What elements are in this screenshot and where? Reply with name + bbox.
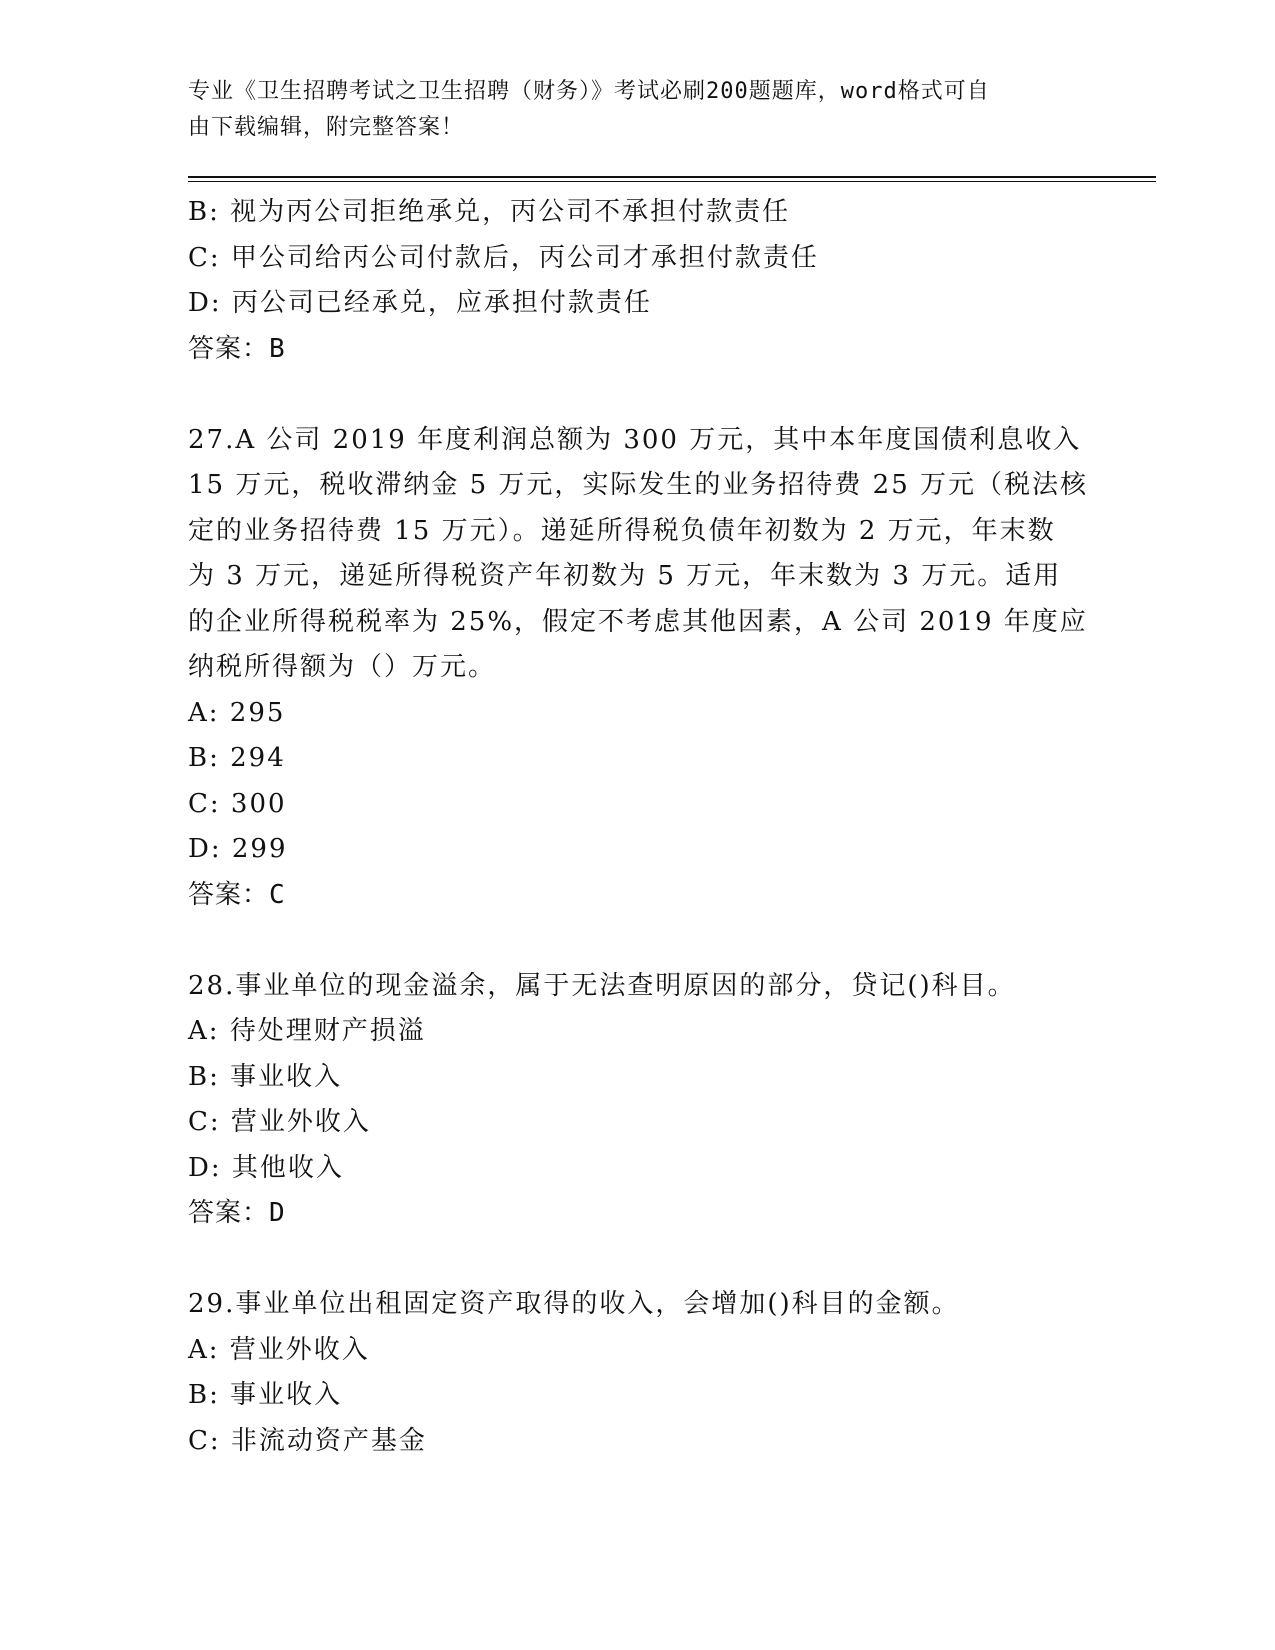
- question-26: [188, 190, 1088, 372]
- option-b: B: 294: [188, 743, 286, 773]
- question-29: [188, 1282, 1088, 1464]
- document-header: [188, 74, 1088, 146]
- answer: 答案：C: [188, 879, 286, 910]
- option-d: D: 299: [188, 834, 288, 864]
- header-rule-thick: [188, 176, 1156, 178]
- option-a: A: 营业外收入: [188, 1334, 370, 1365]
- option-d: D: 其他收入: [188, 1152, 344, 1183]
- answer: 答案：B: [188, 333, 286, 364]
- question-stem: 28.事业单位的现金溢余，属于无法查明原因的部分，贷记()科目。: [188, 970, 1016, 1001]
- option-c: C: 300: [188, 788, 287, 819]
- question-stem-line: 的企业所得税税率为 25%，假定不考虑其他因素，A 公司 2019 年度应: [188, 606, 1088, 637]
- option-d: D: 丙公司已经承兑，应承担付款责任: [188, 288, 652, 318]
- option-a: A: 待处理财产损溢: [188, 1016, 426, 1046]
- document-body: [188, 190, 1088, 1464]
- spacer: [188, 1237, 1088, 1283]
- option-b: B: 事业收入: [188, 1061, 343, 1092]
- option-a: A: 295: [188, 697, 286, 728]
- header-rule-thin: [188, 181, 1156, 182]
- spacer: [188, 372, 1088, 418]
- question-28: [188, 964, 1088, 1237]
- header-line-2: 由下载编辑，附完整答案！: [188, 115, 465, 140]
- question-stem-line: 定的业务招待费 15 万元）。递延所得税负债年初数为 2 万元，年末数: [188, 515, 1056, 546]
- option-c: C: 甲公司给丙公司付款后，丙公司才承担付款责任: [188, 242, 819, 273]
- header-line-1: 专业《卫生招聘考试之卫生招聘（财务）》考试必刷200题题库，word格式可自: [188, 79, 990, 104]
- question-stem-line: 为 3 万元，递延所得税资产年初数为 5 万元，年末数为 3 万元。适用: [188, 561, 1062, 591]
- option-b: B: 视为丙公司拒绝承兑，丙公司不承担付款责任: [188, 197, 791, 227]
- question-stem-line: 15 万元，税收滞纳金 5 万元，实际发生的业务招待费 25 万元（税法核: [188, 470, 1089, 500]
- answer: 答案：D: [188, 1198, 286, 1228]
- question-stem: 29.事业单位出租固定资产取得的收入，会增加()科目的金额。: [188, 1289, 960, 1319]
- option-b: B: 事业收入: [188, 1380, 343, 1410]
- option-c: C: 营业外收入: [188, 1107, 371, 1137]
- option-c: C: 非流动资产基金: [188, 1425, 427, 1456]
- question-27: [188, 418, 1088, 919]
- spacer: [188, 918, 1088, 964]
- question-stem-line: 27.A 公司 2019 年度利润总额为 300 万元，其中本年度国债利息收入: [188, 424, 1082, 455]
- question-stem-line: 纳税所得额为（）万元。: [188, 652, 497, 682]
